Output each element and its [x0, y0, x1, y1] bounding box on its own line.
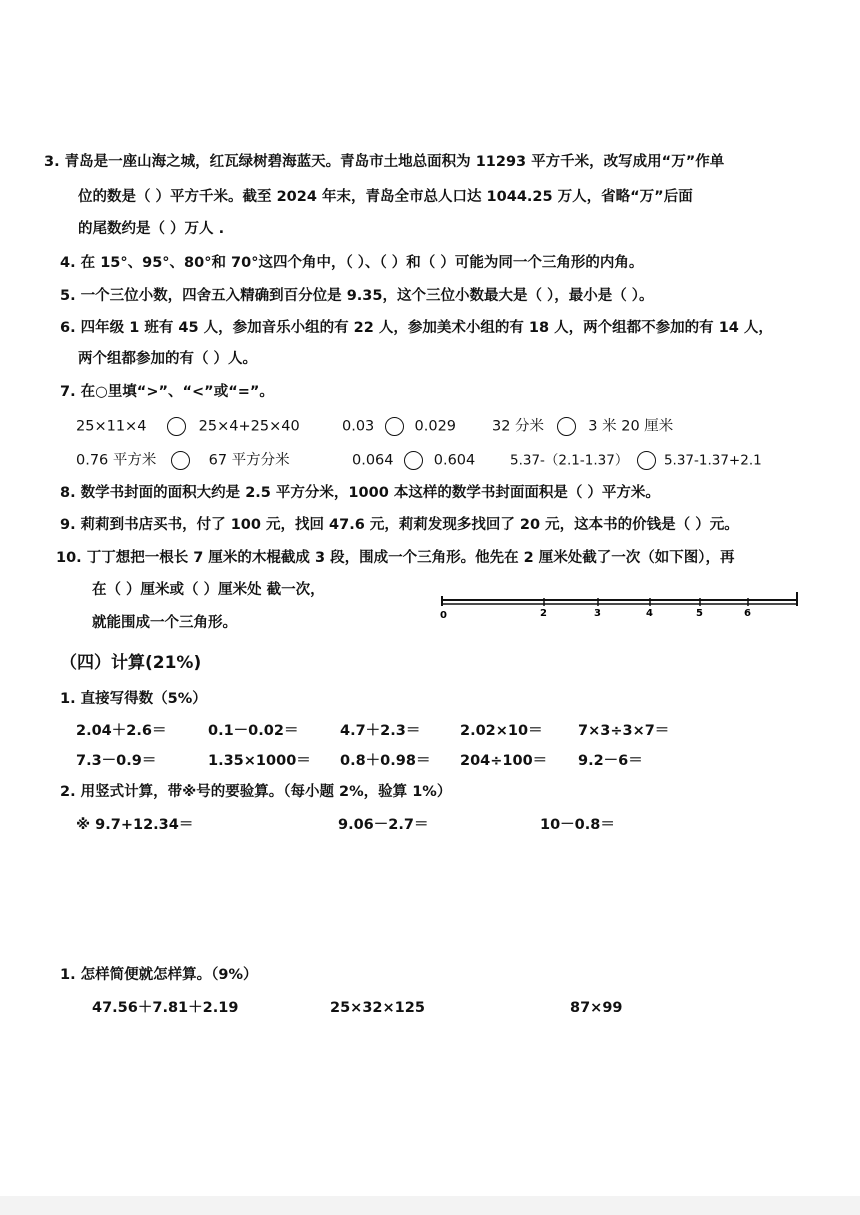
ruler-label-3: 3: [594, 608, 601, 619]
q7-row1-item2: [342, 417, 456, 436]
calc1-r1-b: 0.1－0.02＝: [208, 723, 299, 739]
q9-text: 9. 莉莉到书店买书，付了 100 元，找回 47.6 元，莉莉发现多找回了 20 元，这本书的价钱是（ ）元。: [60, 517, 739, 533]
compare-circle[interactable]: [171, 451, 190, 470]
q7-right-value: 5.37-1.37+2.1: [663, 452, 762, 469]
compare-circle[interactable]: [404, 451, 423, 470]
calc2-item-3: 10－0.8＝: [540, 817, 615, 833]
page-bottom-band: [0, 1196, 860, 1215]
q4-text: 4. 在 15°、95°、80°和 70°这四个角中，（ ）、（ ）和（ ）可能为同一个三角形的内角。: [60, 255, 644, 271]
q3-line-1: 3. 青岛是一座山海之城，红瓦绿树碧海蓝天。青岛市土地总面积为 11293 平方千米，改写成用“万”作单: [44, 154, 725, 170]
q10-line-1: 10. 丁丁想把一根长 7 厘米的木棍截成 3 段，围成一个三角形。他先在 2 厘米处截了一次（如下图），再: [56, 550, 735, 566]
calc1-r2-d: 204÷100＝: [460, 753, 548, 769]
compare-circle[interactable]: [557, 417, 576, 436]
q7-row2-item3: [510, 451, 762, 470]
section-4-title: （四）计算(21%): [60, 653, 202, 673]
calc1-title: 1. 直接写得数（5%）: [60, 691, 207, 707]
compare-circle[interactable]: [637, 451, 656, 470]
ruler-label-5: 5: [696, 608, 703, 619]
calc1-r2-e: 9.2－6＝: [578, 753, 643, 769]
q7-left-value: 25×11×4: [76, 418, 147, 435]
q7-right-value: 0.029: [414, 418, 457, 435]
q3-line-2: 位的数是（ ）平方千米。截至 2024 年末，青岛全市总人口达 1044.25 万人，省略“万”后面: [78, 189, 693, 205]
q7-row2-item2: [352, 451, 475, 470]
compare-circle[interactable]: [167, 417, 186, 436]
calc1-r1-c: 4.7＋2.3＝: [340, 723, 421, 739]
q3-line-3: 的尾数约是（ ）万人 .: [78, 221, 225, 237]
ruler-label-4: 4: [646, 608, 653, 619]
calc3-item-3: 87×99: [570, 1000, 623, 1016]
stick-ruler-diagram: [440, 590, 800, 620]
calc2-item-1: ※ 9.7+12.34＝: [76, 817, 194, 833]
calc2-title: 2. 用竖式计算，带※号的要验算。（每小题 2%，验算 1%）: [60, 784, 452, 800]
compare-circle[interactable]: [385, 417, 404, 436]
calc1-r2-b: 1.35×1000＝: [208, 753, 311, 769]
q6-line-2: 两个组都参加的有（ ）人。: [78, 351, 258, 367]
q7-left-value: 0.76 平方米: [76, 452, 157, 469]
q7-right-value: 3 米 20 厘米: [588, 418, 674, 435]
ruler-label-2: 2: [540, 608, 547, 619]
calc3-item-1: 47.56＋7.81＋2.19: [92, 1000, 239, 1016]
q10-line-2: 在（ ）厘米或（ ）厘米处 截一次，: [92, 582, 325, 598]
calc3-item-2: 25×32×125: [330, 1000, 425, 1016]
calc3-title: 1. 怎样简便就怎样算。（9%）: [60, 967, 258, 983]
q7-right-value: 25×4+25×40: [198, 418, 300, 435]
q7-right-value: 0.604: [433, 452, 476, 469]
q7-left-value: 32 分米: [492, 418, 545, 435]
calc1-r1-d: 2.02×10＝: [460, 723, 543, 739]
q7-row2-item1: [76, 451, 290, 470]
q7-row1-item1: [76, 417, 300, 436]
q7-row1-item3: [492, 417, 673, 436]
q7-title: 7. 在○里填“>”、“<”或“=”。: [60, 384, 274, 400]
q7-right-value: 67 平方分米: [208, 452, 290, 469]
q7-left-value: 0.064: [352, 452, 394, 469]
calc1-r1-e: 7×3÷3×7＝: [578, 723, 670, 739]
calc1-r1-a: 2.04＋2.6＝: [76, 723, 167, 739]
calc2-item-2: 9.06－2.7＝: [338, 817, 429, 833]
q7-left-value: 0.03: [342, 418, 375, 435]
calc1-r2-c: 0.8＋0.98＝: [340, 753, 431, 769]
q8-text: 8. 数学书封面的面积大约是 2.5 平方分米，1000 本这样的数学书封面面积是（ ）平方米。: [60, 485, 660, 501]
ruler-label-6: 6: [744, 608, 751, 619]
q5-text: 5. 一个三位小数，四舍五入精确到百分位是 9.35，这个三位小数最大是（ ），最小是（ ）。: [60, 288, 654, 304]
q10-line-3: 就能围成一个三角形。: [92, 615, 237, 631]
q6-line-1: 6. 四年级 1 班有 45 人，参加音乐小组的有 22 人，参加美术小组的有 18 人，两个组都不参加的有 14 人，: [60, 320, 773, 336]
q7-left-value: 5.37-（2.1-1.37）: [510, 452, 629, 469]
calc1-r2-a: 7.3－0.9＝: [76, 753, 157, 769]
ruler-label-0: 0: [440, 610, 447, 620]
